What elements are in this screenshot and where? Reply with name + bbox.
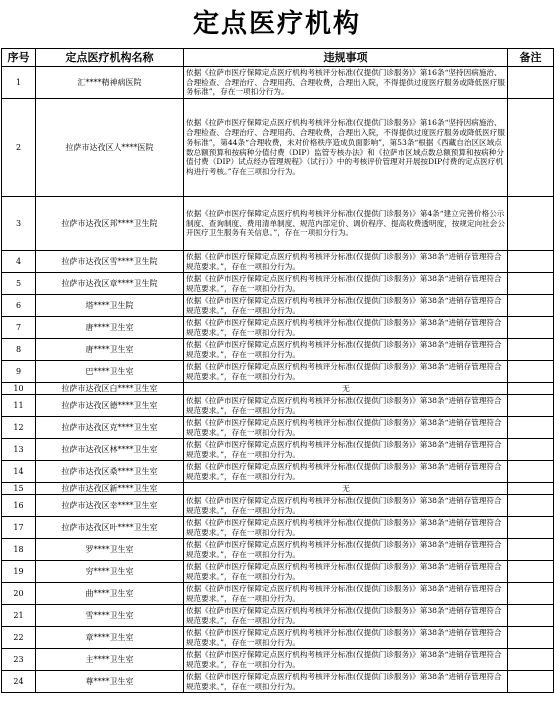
institution-name: 唐****卫生室: [36, 317, 184, 339]
table-row: [2, 99, 554, 197]
note-cell: [508, 561, 554, 583]
violation-text: 依据《拉萨市医疗保障定点医疗机构考核评分标准(仅提供门诊服务)》第38条“进销存管理符合规范要求。”，存在一项扣分行为。: [184, 649, 508, 671]
institution-name: 雪****卫生室: [36, 605, 184, 627]
violation-text: 依据《拉萨市医疗保障定点医疗机构考核评分标准(仅提供门诊服务)》第38条“进销存管理符合规范要求。”，存在一项扣分行为。: [184, 583, 508, 605]
row-number: 23: [2, 649, 36, 671]
institution-name: 章****卫生室: [36, 627, 184, 649]
row-number: 11: [2, 395, 36, 417]
institution-name: 拉萨市达孜区章****卫生院: [36, 273, 184, 295]
violation-text: 依据《拉萨市医疗保障定点医疗机构考核评分标准(仅提供门诊服务)》第38条“进销存管理符合规范要求。”，存在一项扣分行为。: [184, 273, 508, 295]
row-number: 24: [2, 671, 36, 693]
institution-name: 拉萨市达孜区林****卫生室: [36, 439, 184, 461]
institution-name: 尊****卫生室: [36, 671, 184, 693]
header-issue: 违规事项: [184, 49, 508, 67]
row-number: 8: [2, 339, 36, 361]
violation-text: 无: [184, 383, 508, 395]
note-cell: [508, 383, 554, 395]
table-row: [2, 197, 554, 251]
institution-name: 拉萨市达孜区桑****卫生室: [36, 461, 184, 483]
violation-text: 无: [184, 483, 508, 495]
institution-name: 唐****卫生室: [36, 339, 184, 361]
row-number: 6: [2, 295, 36, 317]
violation-text: 依据《拉萨市医疗保障定点医疗机构考核评分标准(仅提供门诊服务)》第16条“坚持因病施治、合理检查、合理治疗、合理用药、合理收费，合理出入院，不得提供过度医疗服务或降低医疗服务标准”，第44条“合理收费，未对价格秩序造成负面影响”，第53条“根据《西藏自治区区域点数总额预算和按病种分值付费（DIP）监管专核办法》和《拉萨市区域点数总额预算和按病种分值付费（DIP）试点经办管理规程》（试行）》中的考核评价管理对开展按DIP付费的定点医疗机构进行考核。”存在三项扣分行为。: [184, 99, 508, 197]
institution-name: 拉萨市达孜区新****卫生室: [36, 483, 184, 495]
note-cell: [508, 273, 554, 295]
row-number: 12: [2, 417, 36, 439]
institution-name: 拉萨市达孜区白****卫生室: [36, 383, 184, 395]
violation-text: 依据《拉萨市医疗保障定点医疗机构考核评分标准(仅提供门诊服务)》第38条“进销存管理符合规范要求。”，存在一项扣分行为。: [184, 671, 508, 693]
institution-name: 拉萨市达孜区幸****卫生室: [36, 495, 184, 517]
table-row: [2, 317, 554, 339]
violation-text: 依据《拉萨市医疗保障定点医疗机构考核评分标准(仅提供门诊服务)》第4条“建立完善价格公示制度、查询制度、费用清单制度、规范内部定价、调价程序、提高收费透明度，按规定向社会公开医疗卫生服务有关信息。”，存在一项扣分行为。: [184, 197, 508, 251]
row-number: 15: [2, 483, 36, 495]
institution-name: 巴****卫生室: [36, 361, 184, 383]
institution-name: 拉萨市达孜区叶****卫生室: [36, 517, 184, 539]
violation-text: 依据《拉萨市医疗保障定点医疗机构考核评分标准(仅提供门诊服务)》第38条“进销存管理符合规范要求。”，存在一项扣分行为。: [184, 561, 508, 583]
note-cell: [508, 197, 554, 251]
row-number: 16: [2, 495, 36, 517]
row-number: 19: [2, 561, 36, 583]
table-header-row: [2, 49, 554, 67]
violation-text: 依据《拉萨市医疗保障定点医疗机构考核评分标准(仅提供门诊服务)》第38条“进销存管理符合规范要求。”，存在一项扣分行为。: [184, 295, 508, 317]
institution-name: 穷****卫生室: [36, 561, 184, 583]
note-cell: [508, 417, 554, 439]
note-cell: [508, 649, 554, 671]
row-number: 20: [2, 583, 36, 605]
table-row: [2, 583, 554, 605]
note-cell: [508, 295, 554, 317]
institution-name: 拉萨市达孜区人****医院: [36, 99, 184, 197]
row-number: 22: [2, 627, 36, 649]
table-row: [2, 339, 554, 361]
row-number: 7: [2, 317, 36, 339]
violation-text: 依据《拉萨市医疗保障定点医疗机构考核评分标准(仅提供门诊服务)》第38条“进销存管理符合规范要求。”，存在一项扣分行为。: [184, 395, 508, 417]
row-number: 13: [2, 439, 36, 461]
institution-name: 拉萨市达孜区克****卫生室: [36, 417, 184, 439]
note-cell: [508, 583, 554, 605]
header-note: 备注: [508, 49, 554, 67]
note-cell: [508, 517, 554, 539]
note-cell: [508, 483, 554, 495]
header-name: 定点医疗机构名称: [36, 49, 184, 67]
table-row: [2, 383, 554, 395]
row-number: 9: [2, 361, 36, 383]
note-cell: [508, 495, 554, 517]
row-number: 4: [2, 251, 36, 273]
row-number: 21: [2, 605, 36, 627]
table-row: [2, 251, 554, 273]
violations-table: [1, 48, 554, 693]
note-cell: [508, 439, 554, 461]
violation-text: 依据《拉萨市医疗保障定点医疗机构考核评分标准(仅提供门诊服务)》第38条“进销存管理符合规范要求。”，存在一项扣分行为。: [184, 251, 508, 273]
note-cell: [508, 461, 554, 483]
note-cell: [508, 605, 554, 627]
table-row: [2, 417, 554, 439]
row-number: 10: [2, 383, 36, 395]
row-number: 2: [2, 99, 36, 197]
table-row: [2, 561, 554, 583]
header-no: 序号: [2, 49, 36, 67]
note-cell: [508, 251, 554, 273]
table-row: [2, 395, 554, 417]
table-row: [2, 671, 554, 693]
violation-text: 依据《拉萨市医疗保障定点医疗机构考核评分标准(仅提供门诊服务)》第38条“进销存管理符合规范要求。”，存在一项扣分行为。: [184, 439, 508, 461]
institution-name: 拉萨市达孜区德****卫生室: [36, 395, 184, 417]
table-row: [2, 605, 554, 627]
violation-text: 依据《拉萨市医疗保障定点医疗机构考核评分标准(仅提供门诊服务)》第38条“进销存管理符合规范要求。”，存在一项扣分行为。: [184, 317, 508, 339]
violation-text: 依据《拉萨市医疗保障定点医疗机构考核评分标准(仅提供门诊服务)》第38条“进销存管理符合规范要求。”，存在一项扣分行为。: [184, 627, 508, 649]
violation-text: 依据《拉萨市医疗保障定点医疗机构考核评分标准(仅提供门诊服务)》第16条“坚持因病施治、合理检查、合理治疗、合理用药、合理收费，合理出入院，不得提供过度医疗服务或降低医疗服务标准”，存在一项扣分行为。: [184, 67, 508, 99]
table-row: [2, 461, 554, 483]
row-number: 3: [2, 197, 36, 251]
institution-name: 罗****卫生室: [36, 539, 184, 561]
row-number: 5: [2, 273, 36, 295]
violation-text: 依据《拉萨市医疗保障定点医疗机构考核评分标准(仅提供门诊服务)》第38条“进销存管理符合规范要求。”，存在一项扣分行为。: [184, 517, 508, 539]
table-row: [2, 439, 554, 461]
institution-name: 曲****卫生室: [36, 583, 184, 605]
institution-name: 主****卫生室: [36, 649, 184, 671]
table-row: [2, 627, 554, 649]
note-cell: [508, 67, 554, 99]
institution-name: 汇****精神病医院: [36, 67, 184, 99]
note-cell: [508, 671, 554, 693]
table-row: [2, 483, 554, 495]
note-cell: [508, 539, 554, 561]
note-cell: [508, 361, 554, 383]
violation-text: 依据《拉萨市医疗保障定点医疗机构考核评分标准(仅提供门诊服务)》第38条“进销存管理符合规范要求。”，存在一项扣分行为。: [184, 495, 508, 517]
row-number: 18: [2, 539, 36, 561]
violation-text: 依据《拉萨市医疗保障定点医疗机构考核评分标准(仅提供门诊服务)》第38条“进销存管理符合规范要求。”，存在一项扣分行为。: [184, 417, 508, 439]
violation-text: 依据《拉萨市医疗保障定点医疗机构考核评分标准(仅提供门诊服务)》第38条“进销存管理符合规范要求。”，存在一项扣分行为。: [184, 605, 508, 627]
note-cell: [508, 395, 554, 417]
table-row: [2, 361, 554, 383]
row-number: 17: [2, 517, 36, 539]
note-cell: [508, 627, 554, 649]
violation-text: 依据《拉萨市医疗保障定点医疗机构考核评分标准(仅提供门诊服务)》第38条“进销存管理符合规范要求。”，存在一项扣分行为。: [184, 361, 508, 383]
institution-name: 拉萨市达孜区邦****卫生院: [36, 197, 184, 251]
table-body: [2, 67, 554, 693]
institution-name: 塔****卫生院: [36, 295, 184, 317]
table-row: [2, 517, 554, 539]
note-cell: [508, 317, 554, 339]
note-cell: [508, 339, 554, 361]
page-title: 定点医疗机构: [192, 9, 361, 39]
row-number: 1: [2, 67, 36, 99]
note-cell: [508, 99, 554, 197]
violation-text: 依据《拉萨市医疗保障定点医疗机构考核评分标准(仅提供门诊服务)》第38条“进销存管理符合规范要求。”，存在一项扣分行为。: [184, 461, 508, 483]
institution-name: 拉萨市达孜区雪****卫生院: [36, 251, 184, 273]
table-row: [2, 295, 554, 317]
table-row: [2, 649, 554, 671]
violation-text: 依据《拉萨市医疗保障定点医疗机构考核评分标准(仅提供门诊服务)》第38条“进销存管理符合规范要求。”，存在一项扣分行为。: [184, 339, 508, 361]
table-row: [2, 539, 554, 561]
violation-text: 依据《拉萨市医疗保障定点医疗机构考核评分标准(仅提供门诊服务)》第38条“进销存管理符合规范要求。”，存在一项扣分行为。: [184, 539, 508, 561]
row-number: 14: [2, 461, 36, 483]
table-row: [2, 273, 554, 295]
table-row: [2, 495, 554, 517]
table-row: [2, 67, 554, 99]
